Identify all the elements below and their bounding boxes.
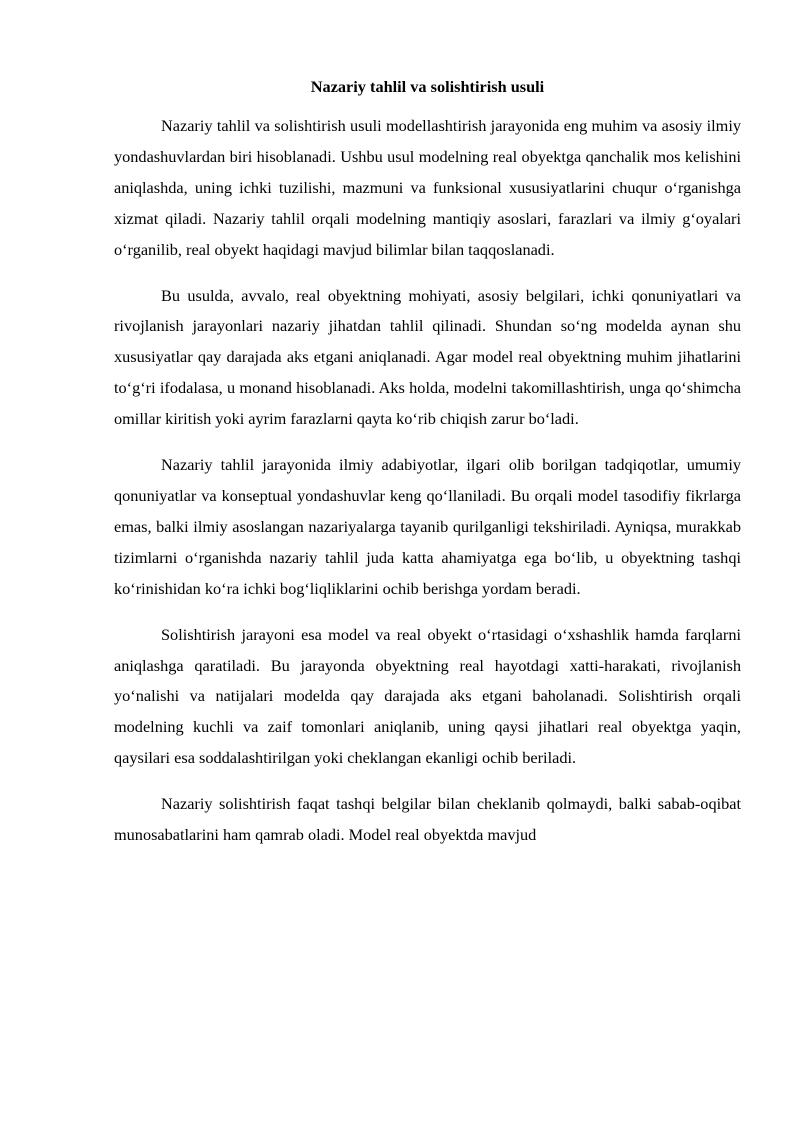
document-title: Nazariy tahlil va solishtirish usuli [310, 77, 545, 96]
paragraph: Nazariy tahlil va solishtirish usuli modellashtirish jarayonida eng muhim va asosiy ilmiy yondashuvlardan biri hisoblanadi. Ushbu usul modelning real obyektga qanchalik mos kelishini aniqlashda, uning ichki tuzilishi, mazmuni va funksional xususiyatlarini chuqur o‘rganishga xizmat qiladi. Nazariy tahlil orqali modelning mantiqiy asoslari, farazlari va ilmiy g‘oyalari o‘rganilib, real obyekt haqidagi mavjud bilimlar bilan taqqoslanadi. [114, 116, 741, 259]
document-body [114, 74, 741, 866]
paragraph: Nazariy tahlil jarayonida ilmiy adabiyotlar, ilgari olib borilgan tadqiqotlar, umumiy qonuniyatlar va konseptual yondashuvlar keng qo‘llaniladi. Bu orqali model tasodifiy fikrlarga emas, balki ilmiy asoslangan nazariyalarga tayanib qurilganligi tekshiriladi. Ayniqsa, murakkab tizimlarni o‘rganishda nazariy tahlil juda katta ahamiyatga ega bo‘lib, u obyektning tashqi ko‘rinishidan ko‘ra ichki bog‘liqliklarini ochib berishga yordam beradi. [114, 455, 741, 598]
paragraph: Bu usulda, avvalo, real obyektning mohiyati, asosiy belgilari, ichki qonuniyatlari va rivojlanish jarayonlari nazariy jihatdan tahlil qilinadi. Shundan so‘ng modelda aynan shu xususiyatlar qay darajada aks etgani aniqlanadi. Agar model real obyektning muhim jihatlarini to‘g‘ri ifodalasa, u monand hisoblanadi. Aks holda, modelni takomillashtirish, unga qo‘shimcha omillar kiritish yoki ayrim farazlarni qayta ko‘rib chiqish zarur bo‘ladi. [114, 285, 741, 429]
paragraph: Solishtirish jarayoni esa model va real obyekt o‘rtasidagi o‘xshashlik hamda farqlarni aniqlashga qaratiladi. Bu jarayonda obyektning real hayotdagi xatti-harakati, rivojlanish yo‘nalishi va natijalari modelda qay darajada aks etgani baholanadi. Solishtirish orqali modelning kuchli va zaif tomonlari aniqlanib, uning qaysi jihatlari real obyektga yaqin, qaysilari esa soddalashtirilgan yoki cheklangan ekanligi ochib beriladi. [114, 624, 741, 768]
paragraph: Nazariy solishtirish faqat tashqi belgilar bilan cheklanib qolmaydi, balki sabab-oqibat munosabatlarini ham qamrab oladi. Model real obyektda mavjud [114, 794, 741, 845]
